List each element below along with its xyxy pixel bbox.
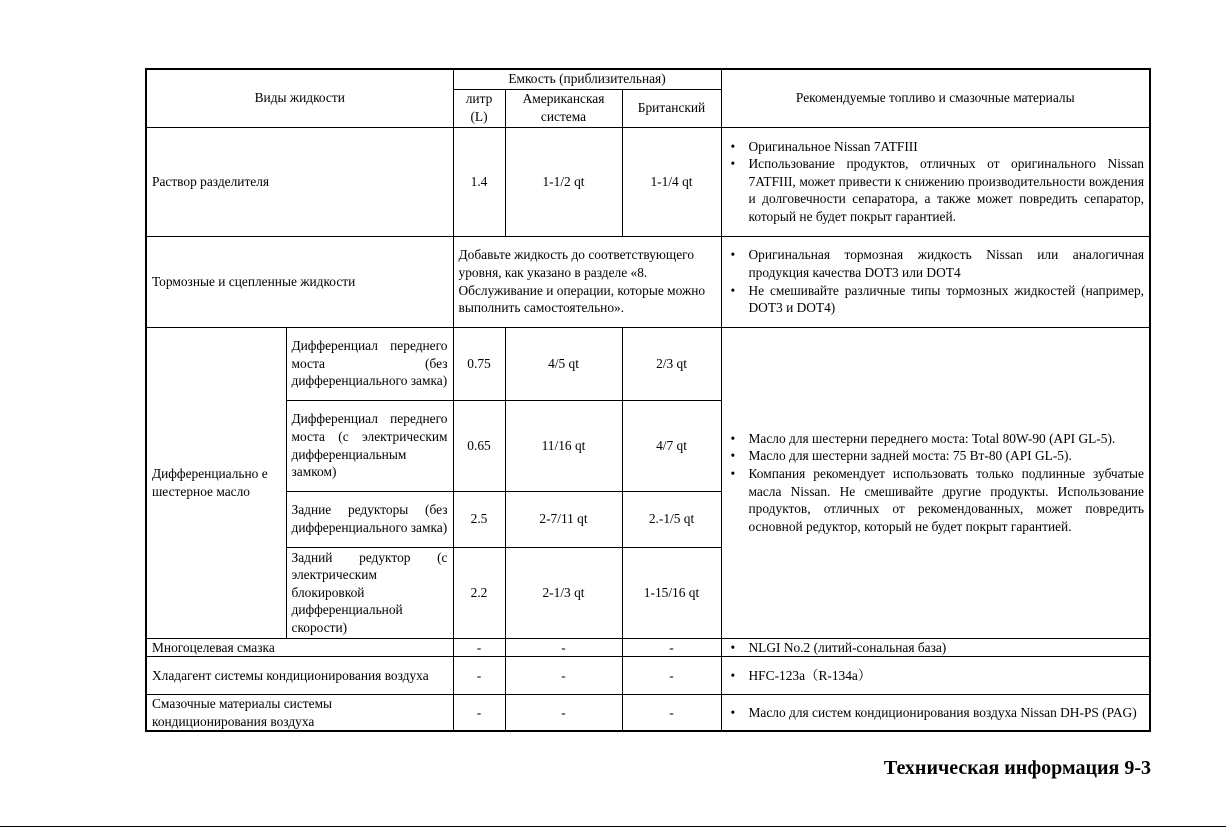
row-name-ac-oil: Смазочные материалы системы кондиционирования воздуха	[146, 695, 453, 732]
cell-imperial: 1-15/16 qt	[622, 547, 721, 638]
cell-recommended	[721, 638, 1150, 657]
cell-recommended	[721, 657, 1150, 695]
cell-recommended	[721, 127, 1150, 236]
header-us: Американская система	[505, 89, 622, 127]
header-recommended: Рекомендуемые топливо и смазочные материалы	[721, 69, 1150, 127]
cell-imperial: 2.-1/5 qt	[622, 491, 721, 547]
cell-imperial: 1-1/4 qt	[622, 127, 721, 236]
cell-liters: -	[453, 638, 505, 657]
cell-imperial: -	[622, 695, 721, 732]
list-item: • HFC-123a（R-134a）	[727, 667, 1145, 685]
cell-recommended	[721, 695, 1150, 732]
cell-us: -	[505, 657, 622, 695]
cell-liters: 2.2	[453, 547, 505, 638]
sub-row-name: Дифференциал переднего моста (с электрическим дифференциальным замком)	[286, 400, 453, 491]
cell-us: 2-1/3 qt	[505, 547, 622, 638]
list-item: • Использование продуктов, отличных от оригинального Nissan 7ATFIII, может привести к снижению производительности вождения и долговечности сепаратора, а также может повредить сепаратор, который не будет покрыт гарантией.	[727, 155, 1145, 225]
header-imperial: Британский	[622, 89, 721, 127]
fluids-table	[145, 68, 1151, 732]
table-row	[146, 695, 1150, 732]
cell-recommended	[721, 327, 1150, 638]
list-item: • Масло для шестерни переднего моста: Total 80W-90 (API GL-5).	[727, 430, 1145, 448]
table-row	[146, 638, 1150, 657]
cell-recommended	[721, 236, 1150, 327]
row-name-diff: Дифференциально е шестерное масло	[146, 327, 286, 638]
sub-row-name: Задние редукторы (без дифференциального замка)	[286, 491, 453, 547]
list-item: • Масло для систем кондиционирования воздуха Nissan DH-PS (PAG)	[727, 704, 1145, 722]
cell-imperial: 2/3 qt	[622, 327, 721, 400]
cell-liters: 0.65	[453, 400, 505, 491]
row-name-transfer: Раствор разделителя	[146, 127, 453, 236]
cell-us: -	[505, 695, 622, 732]
list-item: • Не смешивайте различные типы тормозных жидкостей (например, DOT3 и DOT4)	[727, 282, 1145, 317]
cell-liters: 0.75	[453, 327, 505, 400]
table-row	[146, 127, 1150, 236]
cell-liters: 2.5	[453, 491, 505, 547]
row-name-brake: Тормозные и сцепленные жидкости	[146, 236, 453, 327]
cell-us: 1-1/2 qt	[505, 127, 622, 236]
list-item: • Масло для шестерни задней моста: 75 Вт-80 (API GL-5).	[727, 447, 1145, 465]
list-item: • Оригинальное Nissan 7ATFIII	[727, 138, 1145, 156]
list-item: • Оригинальная тормозная жидкость Nissan или аналогичная продукция качества DOT3 или DOT4	[727, 246, 1145, 281]
cell-us: 11/16 qt	[505, 400, 622, 491]
row-name-grease: Многоцелевая смазка	[146, 638, 453, 657]
bottom-divider	[0, 826, 1226, 827]
table-row	[146, 657, 1150, 695]
header-capacity: Емкость (приблизительная)	[453, 69, 721, 89]
cell-imperial: -	[622, 638, 721, 657]
table-row	[146, 327, 1150, 400]
header-fluid-types: Виды жидкости	[146, 69, 453, 127]
table-row	[146, 236, 1150, 327]
cell-us: 2-7/11 qt	[505, 491, 622, 547]
cell-liters: 1.4	[453, 127, 505, 236]
row-name-refrigerant: Хладагент системы кондиционирования воздуха	[146, 657, 453, 695]
page-footer-title: Техническая информация 9-3	[883, 757, 1151, 779]
cell-imperial: -	[622, 657, 721, 695]
cell-imperial: 4/7 qt	[622, 400, 721, 491]
list-item: • Компания рекомендует использовать только подлинные зубчатые масла Nissan. Не смешивайте другие продукты. Использование продуктов, отличных от рекомендованных, может повредить основной редуктор, который не будет покрыт гарантией.	[727, 465, 1145, 535]
list-item: • NLGI No.2 (литий-сональная база)	[727, 639, 1145, 657]
sub-row-name: Дифференциал переднего моста (без дифференциального замка)	[286, 327, 453, 400]
cell-us: -	[505, 638, 622, 657]
cell-capacity-note: Добавьте жидкость до соответствующего уровня, как указано в разделе «8. Обслуживание и операции, которые можно выполнить самостоятельно».	[453, 236, 721, 327]
header-liters: литр (L)	[453, 89, 505, 127]
cell-liters: -	[453, 695, 505, 732]
cell-us: 4/5 qt	[505, 327, 622, 400]
sub-row-name: Задний редуктор (с электрическим блокировкой дифференциальной скорости)	[286, 547, 453, 638]
cell-liters: -	[453, 657, 505, 695]
